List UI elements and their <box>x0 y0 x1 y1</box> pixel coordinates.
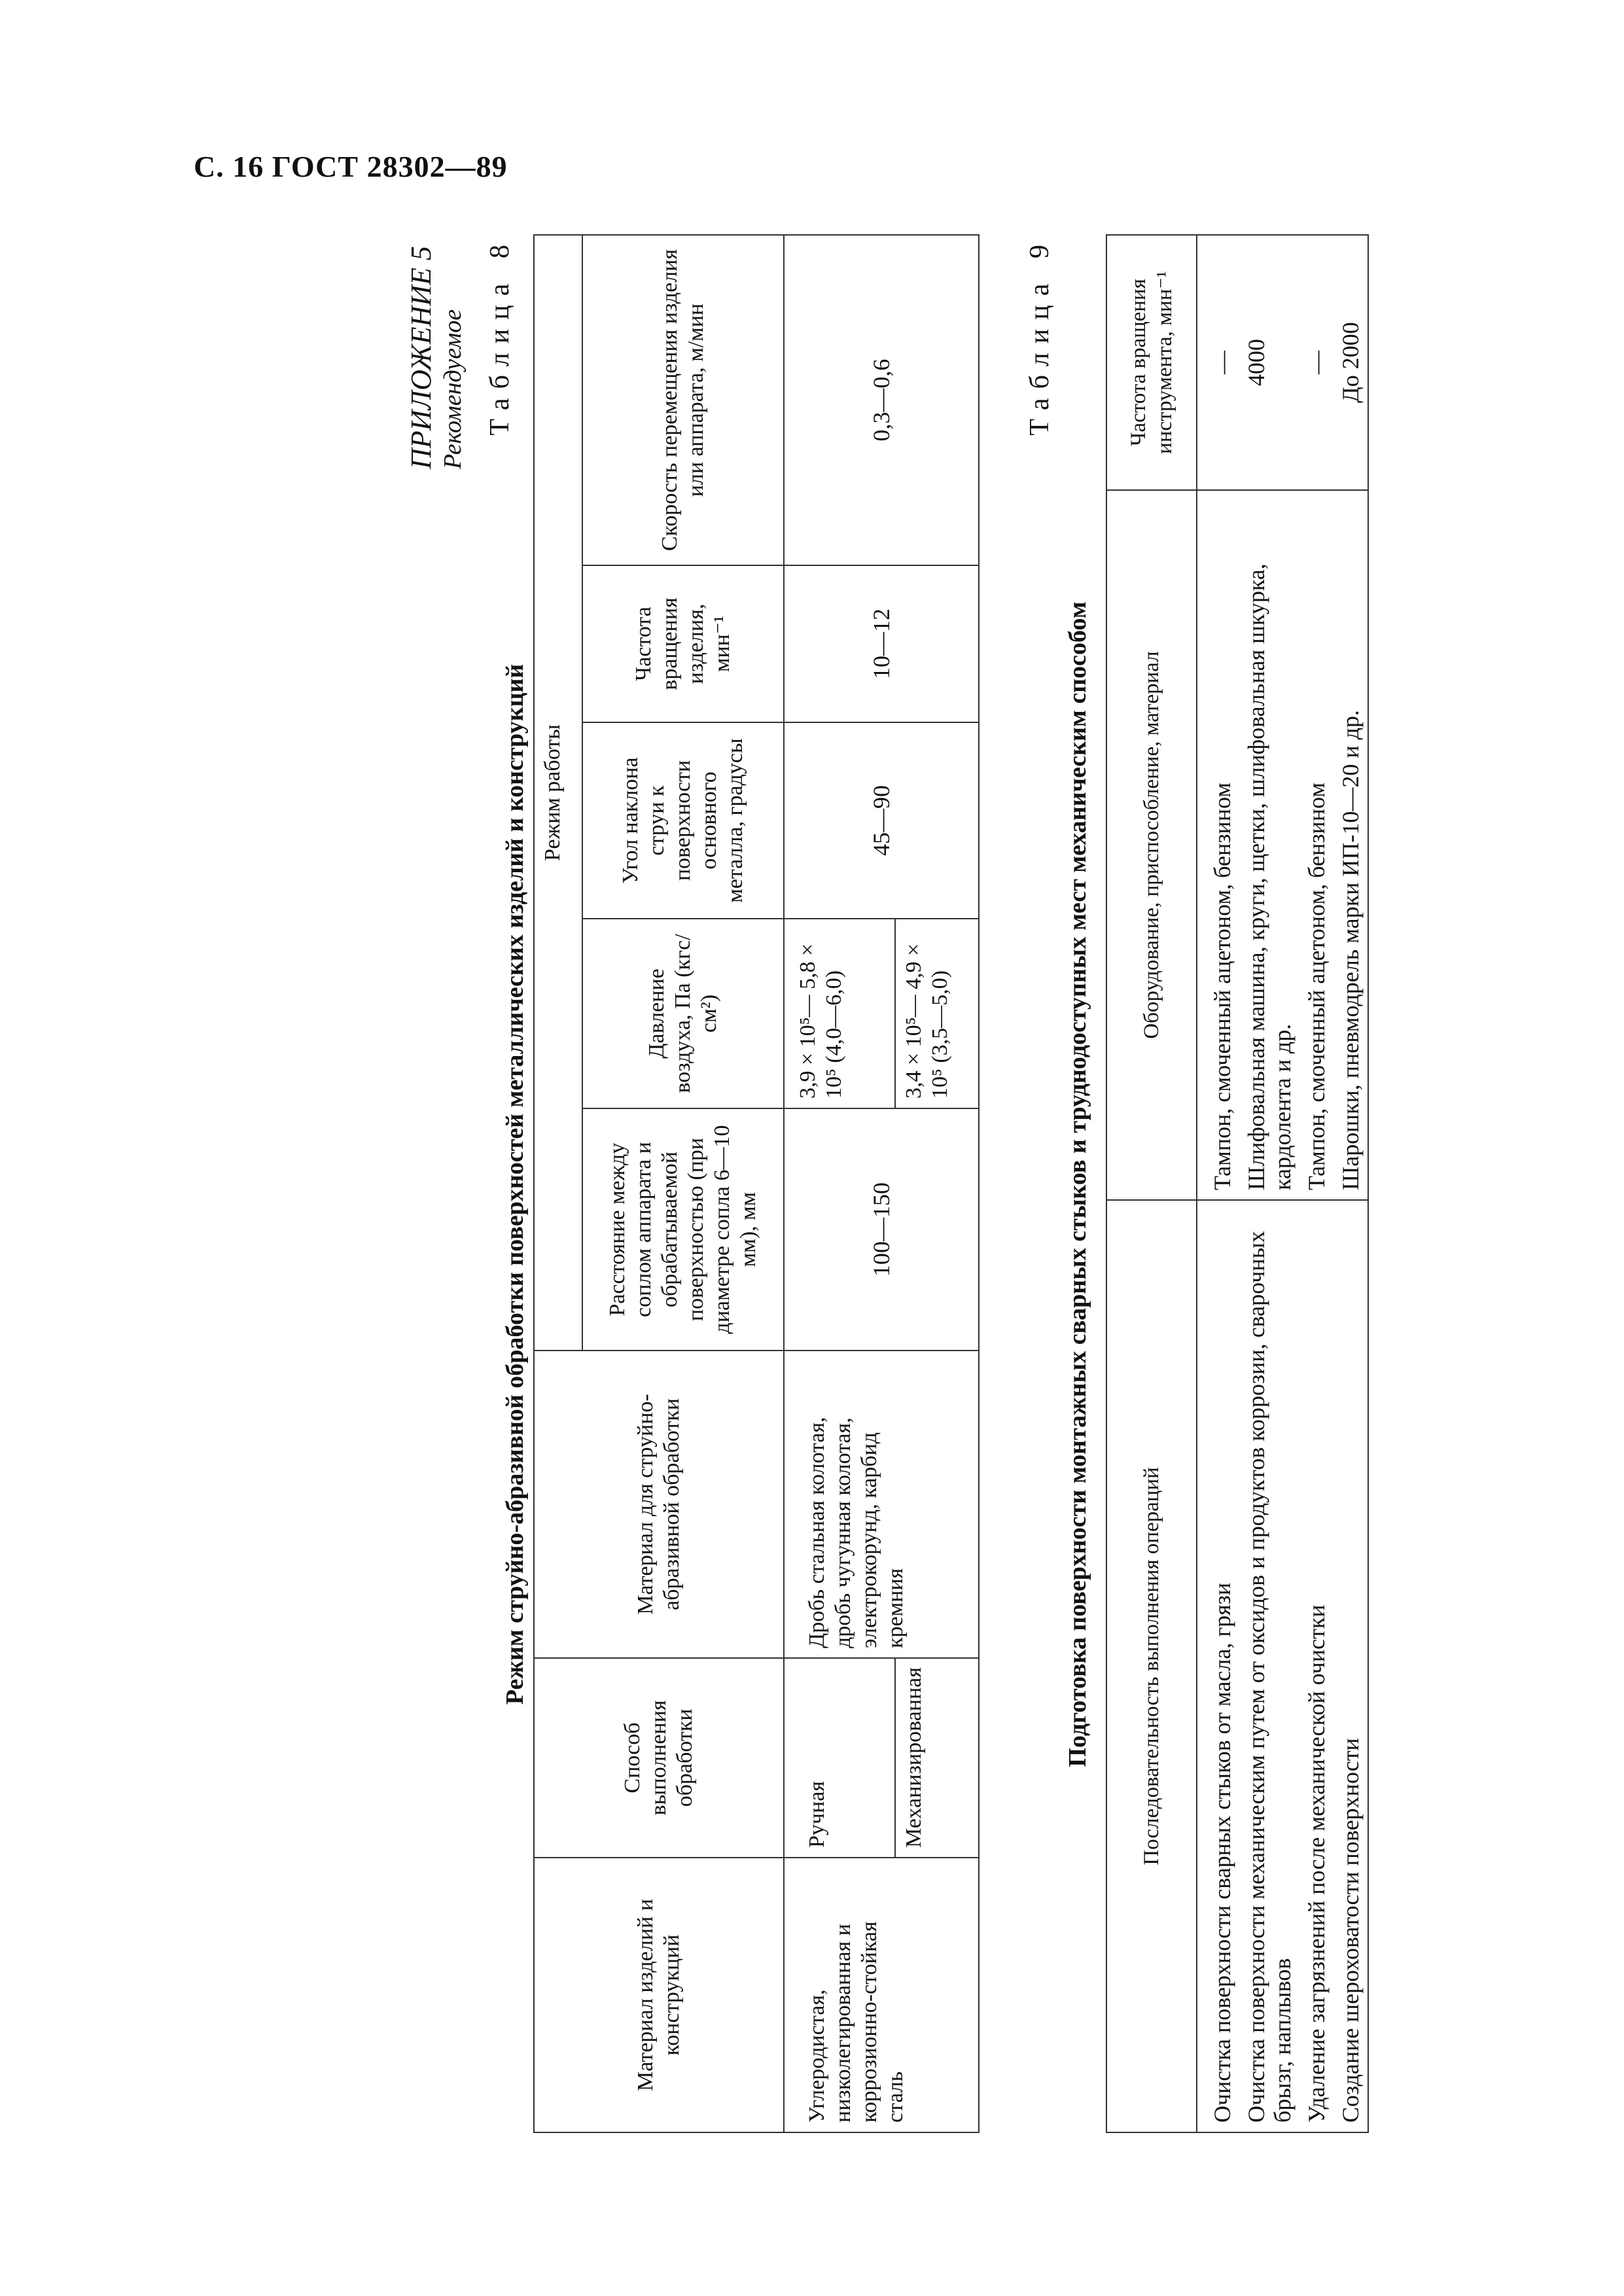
t9-sequence: Очистка поверхности механическим путем от оксидов и продуктов коррозии, сварочных брызг, наплывов <box>1239 1200 1299 2132</box>
t9-frequency: — <box>1197 235 1239 490</box>
t8-row-distance: 100—150 <box>784 1108 979 1351</box>
t9-equipment: Тампон, смоченный ацетоном, бензином <box>1197 490 1239 1200</box>
t8-header-angle: Угол наклона струи к поверхности основного металла, градусы <box>582 722 784 919</box>
t8-row-method-manual: Ручная <box>784 1658 895 1858</box>
t9-equipment: Шарошки, пневмодрель марки ИП-10—20 и др. <box>1333 490 1368 1200</box>
t9-frequency: 4000 <box>1239 235 1299 490</box>
table-row <box>1299 235 1333 2132</box>
appendix-title <box>406 246 468 469</box>
appendix-label: ПРИЛОЖЕНИЕ 5 <box>405 246 437 469</box>
t9-sequence: Очистка поверхности сварных стыков от масла, грязи <box>1197 1200 1239 2132</box>
t8-header-material: Материал изделий и конструкций <box>534 1858 784 2132</box>
t9-header-frequency: Частота вращения инструмента, мин⁻¹ <box>1106 235 1197 490</box>
table-row <box>1197 235 1239 2132</box>
table-row <box>1239 235 1299 2132</box>
appendix-subtitle: Рекомендуемое <box>439 309 467 469</box>
t8-header-distance: Расстояние между соплом аппарата и обрабатываемой поверхностью (при диаметре сопла 6—10 мм), мм <box>582 1108 784 1351</box>
t8-row-rotation: 10—12 <box>784 565 979 722</box>
t8-row-material: Углеродистая, низколегированная и коррозионно-стойкая сталь <box>784 1858 979 2132</box>
t9-equipment: Тампон, смоченный ацетоном, бензином <box>1299 490 1333 1200</box>
rotated-content <box>406 236 1453 2133</box>
table9-title: Подготовка поверхности монтажных сварных стыков и труднодоступных мест механическим способом <box>1064 601 1091 1767</box>
t8-header-abrasive: Материал для струйно-абразивной обработки <box>534 1351 784 1658</box>
table8-title: Режим струйно-абразивной обработки поверхностей металлических изделий и конструкций <box>501 663 529 1705</box>
t9-sequence: Удаление загрязнений после механической очистки <box>1299 1200 1333 2132</box>
table-row <box>1333 235 1368 2132</box>
t8-row-speed: 0,3—0,6 <box>784 235 979 565</box>
t9-sequence: Создание шероховатости поверхности <box>1333 1200 1368 2132</box>
table8-caption: Таблица 8 <box>485 236 515 436</box>
t8-row-pressure-mechanized: 3,4 × 10⁵— 4,9 × 10⁵ (3,5—5,0) <box>895 919 979 1108</box>
t9-frequency: До 2000 <box>1333 235 1368 490</box>
t9-equipment: Шлифовальная машина, круги, щетки, шлифовальная шкурка, кардолента и др. <box>1239 490 1299 1200</box>
t8-header-pressure: Давление воздуха, Па (кгс/см²) <box>582 919 784 1108</box>
t8-header-rotation: Частота вращения изделия, мин⁻¹ <box>582 565 784 722</box>
t9-header-sequence: Последовательность выполнения операций <box>1106 1200 1197 2132</box>
t8-row-method-mechanized: Механизированная <box>895 1658 979 1858</box>
t8-header-method: Способ выполнения обработки <box>534 1658 784 1858</box>
t9-frequency: — <box>1299 235 1333 490</box>
table9 <box>1106 234 1369 2133</box>
t8-group-header: Режим работы <box>534 235 582 1351</box>
t8-row-angle: 45—90 <box>784 722 979 919</box>
t8-header-speed: Скорость перемещения изделия или аппарата, м/мин <box>582 235 784 565</box>
table8 <box>533 234 980 2133</box>
t9-header-equipment: Оборудование, приспособление, материал <box>1106 490 1197 1200</box>
page-header: С. 16 ГОСТ 28302—89 <box>194 150 508 183</box>
t8-row-abrasive: Дробь стальная колотая, дробь чугунная колотая, электрокорунд, карбид кремния <box>784 1351 979 1658</box>
table9-caption: Таблица 9 <box>1025 236 1055 436</box>
t8-row-pressure-manual: 3,9 × 10⁵— 5,8 × 10⁵ (4,0—6,0) <box>784 919 895 1108</box>
